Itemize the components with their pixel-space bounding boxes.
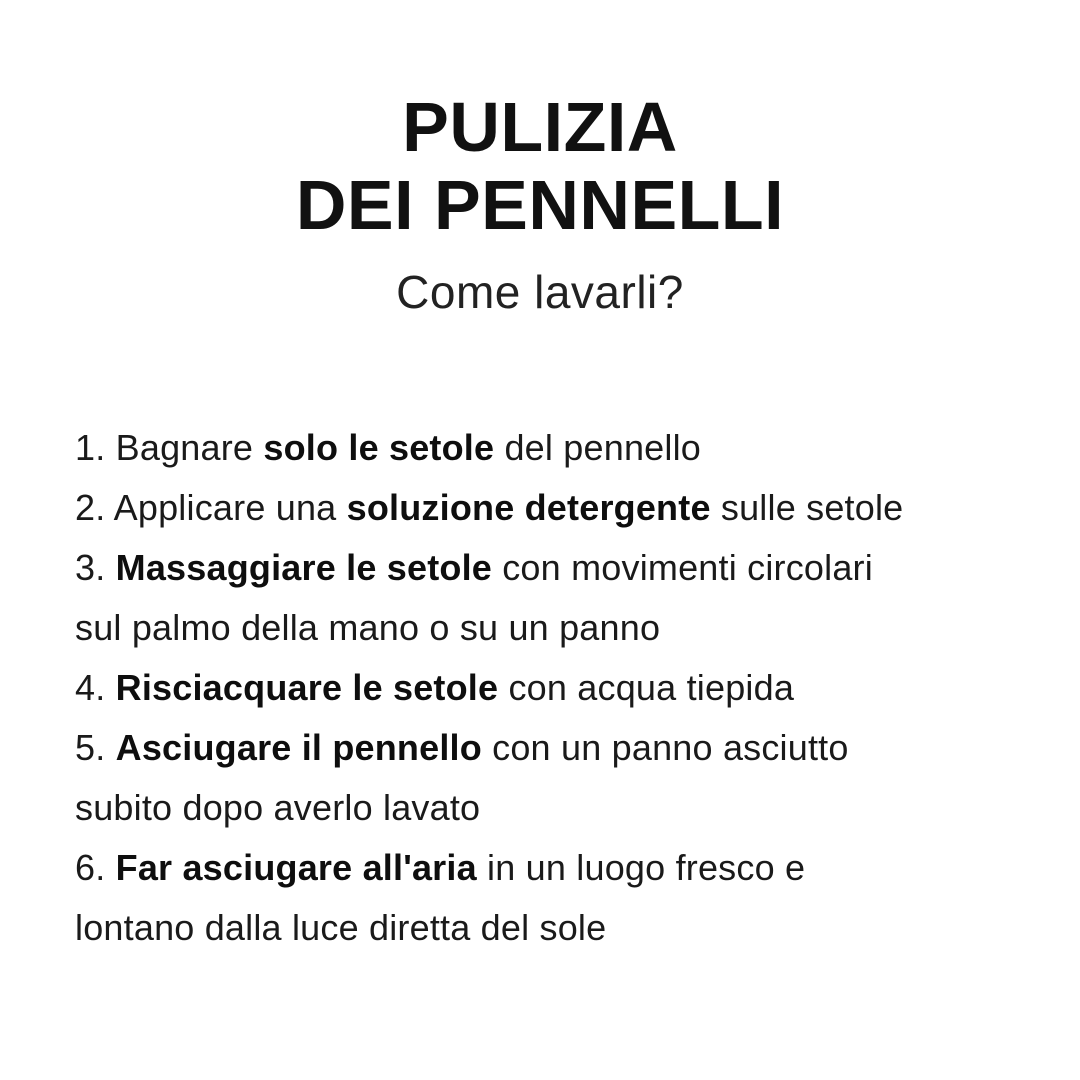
step-text-bold: Risciacquare le setole [115, 667, 499, 708]
step-text-bold: soluzione detergente [346, 487, 711, 528]
step-text-pre: Bagnare [115, 427, 264, 468]
step-text-bold: Massaggiare le setole [115, 547, 493, 588]
page-title-line1: PULIZIA [402, 88, 678, 166]
steps-list [0, 418, 910, 958]
step-text-post: in un luogo fresco e lontano dalla luce diretta del sole [75, 847, 806, 948]
step-item-4 [75, 658, 910, 718]
header [0, 0, 1080, 318]
page-title-line2: DEI PENNELLI [295, 166, 785, 244]
page-subtitle: Come lavarli? [396, 266, 684, 318]
step-item-3 [75, 538, 910, 658]
step-number: 4. [75, 667, 106, 708]
step-item-6 [75, 838, 910, 958]
step-number: 5. [75, 727, 106, 768]
step-text-pre: Applicare una [113, 487, 347, 528]
step-text-post: con un panno asciutto subito dopo averlo lavato [75, 727, 849, 828]
step-item-5 [75, 718, 910, 838]
step-number: 1. [75, 427, 106, 468]
step-text-post: con acqua tiepida [508, 667, 795, 708]
step-item-1 [75, 418, 910, 478]
step-number: 3. [75, 547, 106, 588]
step-text-bold: Asciugare il pennello [115, 727, 482, 768]
step-number: 6. [75, 847, 106, 888]
step-text-post: con movimenti circolari sul palmo della mano o su un panno [75, 547, 873, 648]
step-text-bold: solo le setole [263, 427, 495, 468]
step-number: 2. [75, 487, 106, 528]
step-text-post: del pennello [504, 427, 702, 468]
step-text-bold: Far asciugare all'aria [115, 847, 477, 888]
step-text-post: sulle setole [720, 487, 904, 528]
page-title [0, 88, 1080, 244]
step-item-2 [75, 478, 910, 538]
